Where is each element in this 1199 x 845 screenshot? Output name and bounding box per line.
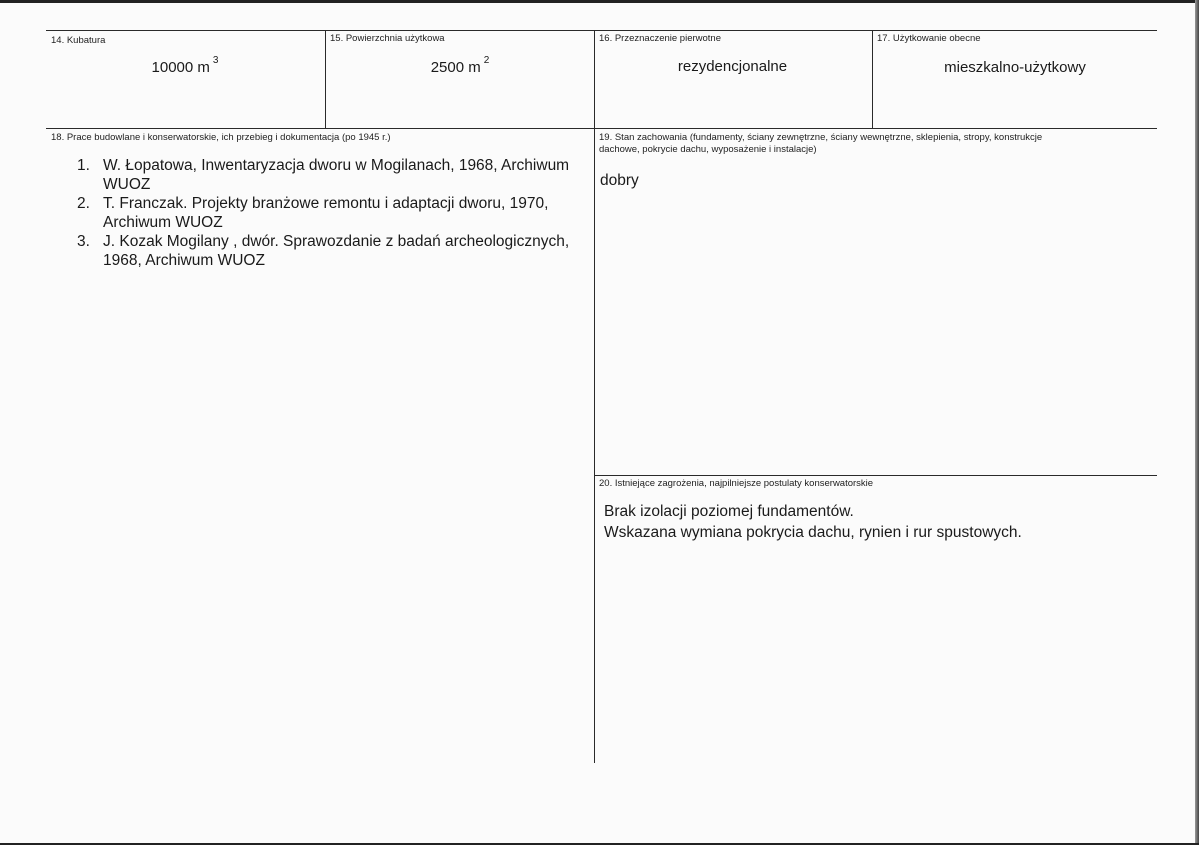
field-16-label: 16. Przeznaczenie pierwotne bbox=[599, 33, 721, 44]
field-15-label: 15. Powierzchnia użytkowa bbox=[330, 33, 445, 44]
column-divider-main bbox=[594, 30, 595, 763]
documentation-list bbox=[77, 156, 587, 270]
field-20-text bbox=[604, 501, 1144, 543]
field-20-line: Brak izolacji poziomej fundamentów. bbox=[604, 503, 854, 520]
list-item: 3. J. Kozak Mogilany , dwór. Sprawozdanie z badań archeologicznych, 1968, Archiwum WUOZ bbox=[77, 233, 570, 269]
cell-divider-14-15 bbox=[325, 30, 326, 128]
field-15-value: 2500 m $^2$ bbox=[430, 55, 490, 76]
field-14-label: 14. Kubatura bbox=[51, 35, 106, 46]
field-19-value: dobry bbox=[600, 172, 639, 189]
list-item: 1. W. Łopatowa, Inwentaryzacja dworu w Mogilanach, 1968, Archiwum WUOZ bbox=[77, 157, 570, 193]
form-top-rule bbox=[46, 30, 1157, 31]
field-20-label: 20. Istniejące zagrożenia, najpilniejsze postulaty konserwatorskie bbox=[599, 478, 874, 489]
field-17-label: 17. Użytkowanie obecne bbox=[877, 33, 981, 44]
field-20-line: Wskazana wymiana pokrycia dachu, rynien i rur spustowych. bbox=[604, 524, 1022, 541]
field-14-value: 10000 m $^3$ bbox=[151, 55, 219, 76]
field-17-value: mieszkalno-użytkowy bbox=[944, 59, 1086, 76]
field-19-label: 19. Stan zachowania (fundamenty, ściany zewnętrzne, ściany wewnętrzne, sklepienia, stropy, konstrukcje dachowe, pokrycie dachu, wyposażenie i instalacje) bbox=[599, 132, 1043, 155]
cell-divider-16-17 bbox=[872, 30, 873, 128]
form-row-divider bbox=[46, 128, 1157, 129]
scan-edge-right bbox=[1195, 0, 1199, 845]
section-19-20-divider bbox=[594, 475, 1157, 476]
field-16-value: rezydencjonalne bbox=[677, 58, 788, 75]
field-18-label: 18. Prace budowlane i konserwatorskie, ich przebieg i dokumentacja (po 1945 r.) bbox=[51, 132, 391, 143]
scan-edge-top bbox=[0, 0, 1199, 3]
list-item: 2. T. Franczak. Projekty branżowe remontu i adaptacji dworu, 1970, Archiwum WUOZ bbox=[77, 195, 549, 231]
